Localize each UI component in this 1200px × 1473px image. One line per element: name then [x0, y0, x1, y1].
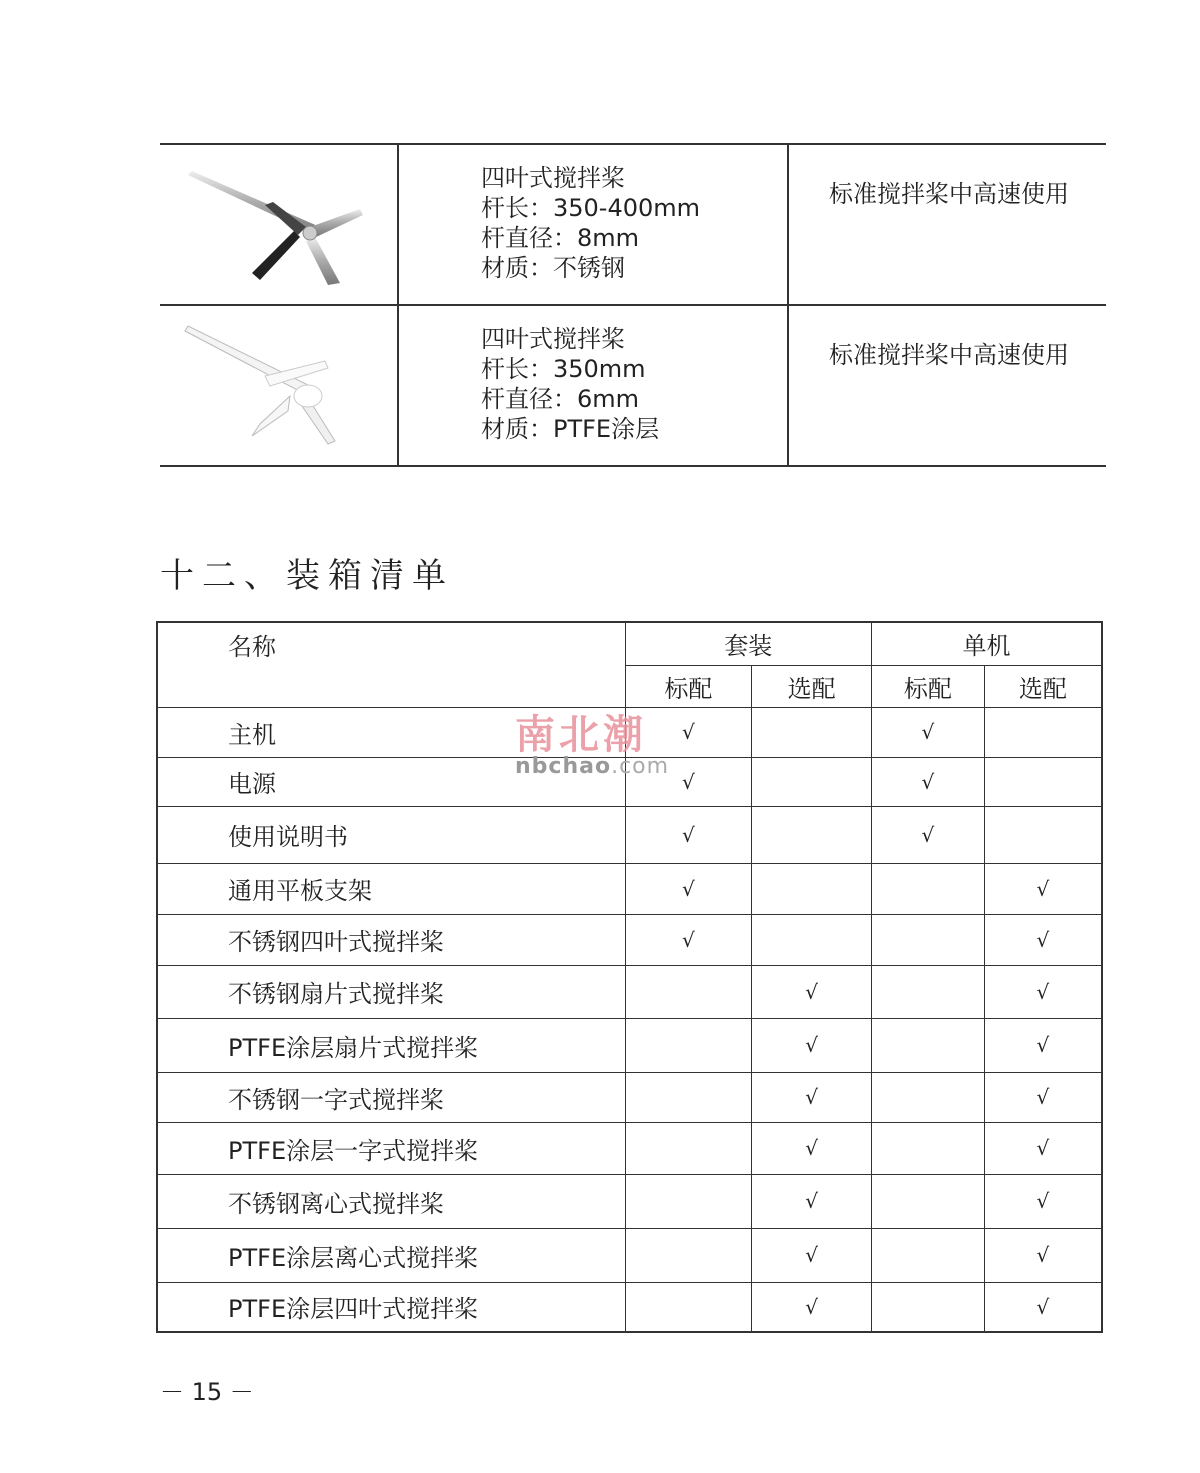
- check-cell: [871, 1282, 984, 1332]
- paddle-type: 四叶式搅拌桨: [481, 164, 625, 192]
- paddle-image-cell: [160, 305, 398, 466]
- paddle-spec-cell: [398, 305, 788, 466]
- check-cell: √: [984, 1122, 1102, 1174]
- check-cell: [625, 965, 752, 1018]
- paddle-use: 标准搅拌桨中高速使用: [829, 341, 1069, 369]
- check-cell: [752, 806, 872, 863]
- paddle-image-cell: [160, 144, 398, 305]
- check-cell: √: [752, 965, 872, 1018]
- check-cell: √: [752, 1228, 872, 1282]
- table-row: [157, 1228, 1102, 1282]
- paddle-use-cell: [788, 144, 1106, 305]
- shaft-diameter: 杆直径：8mm: [481, 224, 640, 252]
- check-cell: √: [752, 1072, 872, 1122]
- check-cell: √: [752, 1122, 872, 1174]
- check-cell: √: [625, 806, 752, 863]
- check-cell: [984, 806, 1102, 863]
- paddle-use-cell: [788, 305, 1106, 466]
- header-suite-optional: 选配: [752, 665, 872, 707]
- watermark-en: nbchao: [515, 754, 612, 779]
- check-cell: [871, 863, 984, 914]
- header-single: 单机: [871, 622, 1102, 665]
- item-name: 不锈钢四叶式搅拌桨: [157, 914, 625, 965]
- item-name: 使用说明书: [157, 806, 625, 863]
- paddle-use: 标准搅拌桨中高速使用: [829, 180, 1069, 208]
- paddle-row: [160, 144, 1106, 305]
- header-name: 名称: [157, 622, 625, 707]
- material: 材质：不锈钢: [481, 254, 625, 282]
- check-cell: [984, 757, 1102, 806]
- table-row: [157, 914, 1102, 965]
- check-cell: [752, 863, 872, 914]
- check-cell: √: [752, 1018, 872, 1072]
- table-row: [157, 757, 1102, 806]
- check-cell: √: [752, 1282, 872, 1332]
- paddle-spec-table: [160, 143, 1106, 467]
- check-cell: √: [625, 914, 752, 965]
- check-cell: √: [752, 1174, 872, 1228]
- check-cell: [871, 965, 984, 1018]
- check-cell: [625, 1282, 752, 1332]
- check-cell: [871, 914, 984, 965]
- item-name: 不锈钢离心式搅拌桨: [157, 1174, 625, 1228]
- table-row: [157, 707, 1102, 757]
- table-row: [157, 1282, 1102, 1332]
- material: 材质：PTFE涂层: [481, 415, 660, 443]
- check-cell: [625, 1018, 752, 1072]
- header-suite-standard: 标配: [625, 665, 752, 707]
- check-cell: [871, 1228, 984, 1282]
- check-cell: √: [871, 757, 984, 806]
- header-single-optional: 选配: [984, 665, 1102, 707]
- check-cell: √: [984, 1072, 1102, 1122]
- table-row: [157, 1018, 1102, 1072]
- check-cell: [752, 914, 872, 965]
- paddle-type: 四叶式搅拌桨: [481, 325, 625, 353]
- shaft-diameter: 杆直径：6mm: [481, 385, 640, 413]
- item-name: 不锈钢一字式搅拌桨: [157, 1072, 625, 1122]
- check-cell: [752, 757, 872, 806]
- shaft-length: 杆长：350-400mm: [481, 194, 701, 222]
- check-cell: [752, 707, 872, 757]
- packing-list-table: [156, 621, 1103, 1333]
- stainless-paddle-image: [160, 145, 397, 300]
- check-cell: √: [984, 965, 1102, 1018]
- check-cell: √: [984, 1228, 1102, 1282]
- check-cell: [871, 1122, 984, 1174]
- check-cell: [871, 1018, 984, 1072]
- check-cell: [625, 1122, 752, 1174]
- table-row: [157, 863, 1102, 914]
- check-cell: √: [871, 806, 984, 863]
- check-cell: [871, 1174, 984, 1228]
- check-cell: √: [984, 1174, 1102, 1228]
- paddle-spec-cell: [398, 144, 788, 305]
- check-cell: [625, 1174, 752, 1228]
- check-cell: √: [625, 863, 752, 914]
- table-row: [157, 1122, 1102, 1174]
- item-name: 通用平板支架: [157, 863, 625, 914]
- section-title: 十二、装箱清单: [160, 556, 454, 596]
- check-cell: √: [984, 1018, 1102, 1072]
- check-cell: √: [625, 707, 752, 757]
- item-name: 不锈钢扇片式搅拌桨: [157, 965, 625, 1018]
- check-cell: [625, 1228, 752, 1282]
- page-number: － 15 －: [160, 1378, 254, 1406]
- shaft-length: 杆长：350mm: [481, 355, 646, 383]
- item-name: 主机: [157, 707, 625, 757]
- check-cell: √: [625, 757, 752, 806]
- ptfe-paddle-image: [160, 306, 397, 461]
- item-name: PTFE涂层一字式搅拌桨: [157, 1122, 625, 1174]
- table-row: [157, 965, 1102, 1018]
- item-name: PTFE涂层离心式搅拌桨: [157, 1228, 625, 1282]
- watermark-cn: 南北潮: [515, 711, 647, 758]
- item-name: 电源: [157, 757, 625, 806]
- check-cell: √: [984, 863, 1102, 914]
- table-row: [157, 806, 1102, 863]
- check-cell: √: [871, 707, 984, 757]
- header-single-standard: 标配: [871, 665, 984, 707]
- check-cell: [625, 1072, 752, 1122]
- check-cell: [871, 1072, 984, 1122]
- item-name: PTFE涂层四叶式搅拌桨: [157, 1282, 625, 1332]
- table-row: [157, 1072, 1102, 1122]
- header-suite: 套装: [625, 622, 871, 665]
- item-name: PTFE涂层扇片式搅拌桨: [157, 1018, 625, 1072]
- watermark-domain: .com: [611, 754, 670, 779]
- check-cell: √: [984, 1282, 1102, 1332]
- check-cell: [984, 707, 1102, 757]
- paddle-row: [160, 305, 1106, 466]
- check-cell: √: [984, 914, 1102, 965]
- table-row: [157, 1174, 1102, 1228]
